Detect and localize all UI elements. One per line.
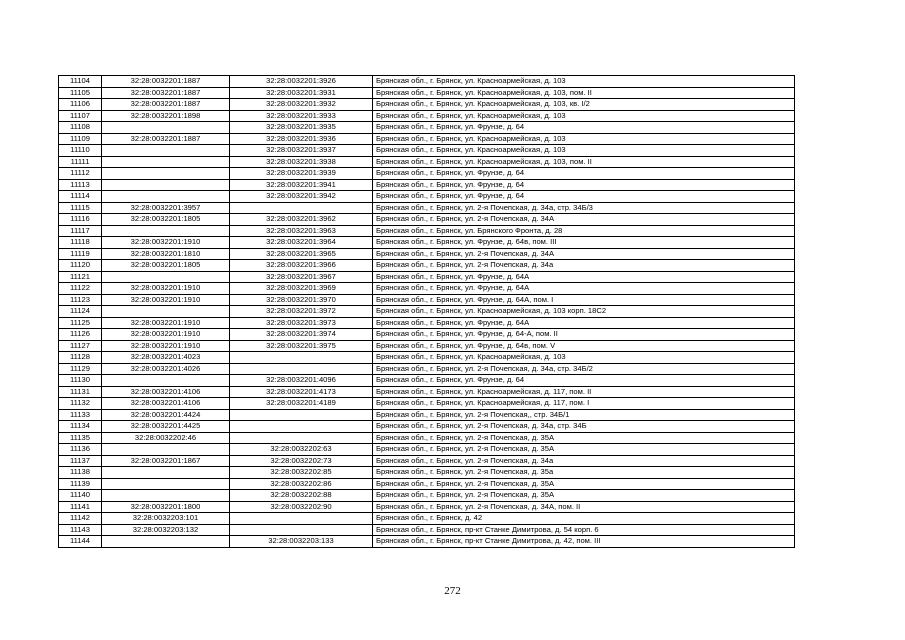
address-cell: Брянская обл., г. Брянск, ул. Фрунзе, д. 64А, пом. I [373, 294, 795, 306]
parent-cadastral-number-cell [102, 156, 230, 168]
table-row [59, 340, 795, 352]
cadastral-number-cell [230, 421, 373, 433]
row-number-cell: 11144 [59, 536, 102, 548]
cadastral-number-cell [230, 202, 373, 214]
cadastral-number-cell: 32:28:0032201:3937 [230, 145, 373, 157]
address-cell: Брянская обл., г. Брянск, ул. Фрунзе, д. 64в, пом. V [373, 340, 795, 352]
row-number-cell: 11121 [59, 271, 102, 283]
address-cell: Брянская обл., г. Брянск, ул. Красноармейская, д. 103, пом. II [373, 87, 795, 99]
row-number-cell: 11109 [59, 133, 102, 145]
table-row [59, 99, 795, 111]
cadastral-number-cell: 32:28:0032202:73 [230, 455, 373, 467]
row-number-cell: 11122 [59, 283, 102, 295]
table-row [59, 271, 795, 283]
table-row [59, 352, 795, 364]
row-number-cell: 11104 [59, 76, 102, 88]
row-number-cell: 11135 [59, 432, 102, 444]
parent-cadastral-number-cell [102, 478, 230, 490]
cadastral-number-cell: 32:28:0032201:3973 [230, 317, 373, 329]
address-cell: Брянская обл., г. Брянск, ул. Фрунзе, д. 64А [373, 283, 795, 295]
row-number-cell: 11139 [59, 478, 102, 490]
row-number-cell: 11140 [59, 490, 102, 502]
row-number-cell: 11124 [59, 306, 102, 318]
address-cell: Брянская обл., г. Брянск, ул. Фрунзе, д. 64 [373, 122, 795, 134]
address-cell: Брянская обл., г. Брянск, ул. 2-я Почепская, д. 34а [373, 260, 795, 272]
cadastral-number-cell: 32:28:0032201:3942 [230, 191, 373, 203]
parent-cadastral-number-cell [102, 444, 230, 456]
address-cell: Брянская обл., г. Брянск, ул. Фрунзе, д. 64-А, пом. II [373, 329, 795, 341]
table-row [59, 306, 795, 318]
address-cell: Брянская обл., г. Брянск, ул. Фрунзе, д. 64 [373, 191, 795, 203]
table-row [59, 168, 795, 180]
row-number-cell: 11128 [59, 352, 102, 364]
row-number-cell: 11108 [59, 122, 102, 134]
table-row [59, 248, 795, 260]
row-number-cell: 11125 [59, 317, 102, 329]
parent-cadastral-number-cell: 32:28:0032201:1898 [102, 110, 230, 122]
cadastral-number-cell: 32:28:0032201:3975 [230, 340, 373, 352]
address-cell: Брянская обл., г. Брянск, ул. 2-я Почепская, д. 34а [373, 455, 795, 467]
row-number-cell: 11107 [59, 110, 102, 122]
address-cell: Брянская обл., г. Брянск, ул. Красноармейская, д. 117, пом. II [373, 386, 795, 398]
table-row [59, 214, 795, 226]
row-number-cell: 11111 [59, 156, 102, 168]
address-cell: Брянская обл., г. Брянск, ул. Красноармейская, д. 103 корп. 18С2 [373, 306, 795, 318]
table-row [59, 191, 795, 203]
page-number: 272 [444, 585, 461, 597]
table-row [59, 237, 795, 249]
table-row [59, 536, 795, 548]
parent-cadastral-number-cell: 32:28:0032201:1910 [102, 329, 230, 341]
address-cell: Брянская обл., г. Брянск, ул. 2-я Почепская, д. 35А [373, 432, 795, 444]
address-cell: Брянская обл., г. Брянск, пр-кт Станке Димитрова, д. 42, пом. III [373, 536, 795, 548]
row-number-cell: 11117 [59, 225, 102, 237]
row-number-cell: 11134 [59, 421, 102, 433]
table-row [59, 409, 795, 421]
cadastral-number-cell: 32:28:0032202:88 [230, 490, 373, 502]
cadastral-number-cell: 32:28:0032201:3939 [230, 168, 373, 180]
cadastral-number-cell: 32:28:0032201:3926 [230, 76, 373, 88]
address-cell: Брянская обл., г. Брянск, ул. 2-я Почепская, д. 34а, стр. 34Б/2 [373, 363, 795, 375]
address-cell: Брянская обл., г. Брянск, пр-кт Станке Димитрова, д. 54 корп. 6 [373, 524, 795, 536]
table-row [59, 490, 795, 502]
table-row [59, 260, 795, 272]
table-row [59, 294, 795, 306]
address-cell: Брянская обл., г. Брянск, ул. Фрунзе, д. 64 [373, 179, 795, 191]
cadastral-number-cell: 32:28:0032202:90 [230, 501, 373, 513]
table-row [59, 363, 795, 375]
table-row [59, 421, 795, 433]
table-row [59, 478, 795, 490]
cadastral-number-cell: 32:28:0032201:3941 [230, 179, 373, 191]
cadastral-number-cell: 32:28:0032201:3931 [230, 87, 373, 99]
cadastral-table-body [59, 76, 795, 548]
parent-cadastral-number-cell: 32:28:0032201:4106 [102, 386, 230, 398]
row-number-cell: 11112 [59, 168, 102, 180]
table-row [59, 156, 795, 168]
row-number-cell: 11126 [59, 329, 102, 341]
parent-cadastral-number-cell: 32:28:0032203:101 [102, 513, 230, 525]
parent-cadastral-number-cell: 32:28:0032201:1910 [102, 340, 230, 352]
table-row [59, 467, 795, 479]
table-row [59, 202, 795, 214]
cadastral-number-cell: 32:28:0032201:4096 [230, 375, 373, 387]
parent-cadastral-number-cell [102, 191, 230, 203]
address-cell: Брянская обл., г. Брянск, ул. 2-я Почепская, д. 34А [373, 214, 795, 226]
address-cell: Брянская обл., г. Брянск, ул. Красноармейская, д. 103 [373, 133, 795, 145]
table-row [59, 513, 795, 525]
row-number-cell: 11113 [59, 179, 102, 191]
row-number-cell: 11131 [59, 386, 102, 398]
parent-cadastral-number-cell [102, 467, 230, 479]
table-row [59, 501, 795, 513]
row-number-cell: 11106 [59, 99, 102, 111]
row-number-cell: 11115 [59, 202, 102, 214]
address-cell: Брянская обл., г. Брянск, ул. Красноармейская, д. 117, пом. I [373, 398, 795, 410]
parent-cadastral-number-cell: 32:28:0032201:4424 [102, 409, 230, 421]
address-cell: Брянская обл., г. Брянск, ул. 2-я Почепская, д. 34А, пом. II [373, 501, 795, 513]
address-cell: Брянская обл., г. Брянск, ул. 2-я Почепская, д. 34а, стр. 34Б/3 [373, 202, 795, 214]
parent-cadastral-number-cell [102, 168, 230, 180]
cadastral-number-cell: 32:28:0032201:3936 [230, 133, 373, 145]
cadastral-number-cell: 32:28:0032201:3967 [230, 271, 373, 283]
address-cell: Брянская обл., г. Брянск, ул. Фрунзе, д. 64в, пом. III [373, 237, 795, 249]
parent-cadastral-number-cell [102, 306, 230, 318]
table-row [59, 444, 795, 456]
row-number-cell: 11136 [59, 444, 102, 456]
table-row [59, 375, 795, 387]
cadastral-number-cell [230, 432, 373, 444]
cadastral-number-cell: 32:28:0032201:4173 [230, 386, 373, 398]
row-number-cell: 11133 [59, 409, 102, 421]
address-cell: Брянская обл., г. Брянск, ул. 2-я Почепская, д. 35а [373, 467, 795, 479]
parent-cadastral-number-cell [102, 375, 230, 387]
address-cell: Брянская обл., г. Брянск, ул. Фрунзе, д. 64 [373, 375, 795, 387]
table-row [59, 398, 795, 410]
row-number-cell: 11123 [59, 294, 102, 306]
address-cell: Брянская обл., г. Брянск, ул. Красноармейская, д. 103 [373, 145, 795, 157]
cadastral-number-cell: 32:28:0032202:63 [230, 444, 373, 456]
address-cell: Брянская обл., г. Брянск, ул. 2-я Почепская,, стр. 34Б/1 [373, 409, 795, 421]
address-cell: Брянская обл., г. Брянск, ул. Красноармейская, д. 103, пом. II [373, 156, 795, 168]
row-number-cell: 11132 [59, 398, 102, 410]
address-cell: Брянская обл., г. Брянск, ул. 2-я Почепская, д. 34А [373, 248, 795, 260]
cadastral-number-cell [230, 524, 373, 536]
table-row [59, 122, 795, 134]
parent-cadastral-number-cell: 32:28:0032201:1810 [102, 248, 230, 260]
row-number-cell: 11114 [59, 191, 102, 203]
address-cell: Брянская обл., г. Брянск, ул. 2-я Почепская, д. 35А [373, 490, 795, 502]
row-number-cell: 11130 [59, 375, 102, 387]
cadastral-number-cell: 32:28:0032201:3974 [230, 329, 373, 341]
cadastral-number-cell [230, 352, 373, 364]
address-cell: Брянская обл., г. Брянск, ул. Красноармейская, д. 103, кв. I/2 [373, 99, 795, 111]
parent-cadastral-number-cell: 32:28:0032201:3957 [102, 202, 230, 214]
cadastral-number-cell: 32:28:0032201:3970 [230, 294, 373, 306]
cadastral-number-cell: 32:28:0032202:85 [230, 467, 373, 479]
parent-cadastral-number-cell: 32:28:0032201:1867 [102, 455, 230, 467]
row-number-cell: 11120 [59, 260, 102, 272]
cadastral-table [58, 75, 795, 548]
parent-cadastral-number-cell [102, 536, 230, 548]
cadastral-number-cell: 32:28:0032201:3972 [230, 306, 373, 318]
row-number-cell: 11143 [59, 524, 102, 536]
address-cell: Брянская обл., г. Брянск, ул. 2-я Почепская, д. 35А [373, 444, 795, 456]
parent-cadastral-number-cell: 32:28:0032201:1910 [102, 237, 230, 249]
address-cell: Брянская обл., г. Брянск, ул. Фрунзе, д. 64А [373, 317, 795, 329]
parent-cadastral-number-cell [102, 179, 230, 191]
cadastral-number-cell: 32:28:0032202:86 [230, 478, 373, 490]
cadastral-number-cell [230, 363, 373, 375]
table-row [59, 145, 795, 157]
parent-cadastral-number-cell [102, 271, 230, 283]
cadastral-number-cell: 32:28:0032201:3935 [230, 122, 373, 134]
parent-cadastral-number-cell: 32:28:0032201:1800 [102, 501, 230, 513]
parent-cadastral-number-cell: 32:28:0032201:1805 [102, 214, 230, 226]
row-number-cell: 11127 [59, 340, 102, 352]
table-row [59, 87, 795, 99]
row-number-cell: 11118 [59, 237, 102, 249]
row-number-cell: 11138 [59, 467, 102, 479]
row-number-cell: 11110 [59, 145, 102, 157]
table-row [59, 110, 795, 122]
cadastral-number-cell: 32:28:0032201:3969 [230, 283, 373, 295]
cadastral-number-cell: 32:28:0032201:3965 [230, 248, 373, 260]
cadastral-number-cell [230, 513, 373, 525]
parent-cadastral-number-cell: 32:28:0032201:1910 [102, 283, 230, 295]
parent-cadastral-number-cell: 32:28:0032201:4023 [102, 352, 230, 364]
cadastral-number-cell: 32:28:0032201:3964 [230, 237, 373, 249]
address-cell: Брянская обл., г. Брянск, ул. Брянского Фронта, д. 28 [373, 225, 795, 237]
parent-cadastral-number-cell: 32:28:0032201:1910 [102, 294, 230, 306]
row-number-cell: 11119 [59, 248, 102, 260]
cadastral-number-cell: 32:28:0032201:3938 [230, 156, 373, 168]
parent-cadastral-number-cell [102, 122, 230, 134]
parent-cadastral-number-cell: 32:28:0032201:1805 [102, 260, 230, 272]
parent-cadastral-number-cell: 32:28:0032201:4106 [102, 398, 230, 410]
row-number-cell: 11141 [59, 501, 102, 513]
parent-cadastral-number-cell: 32:28:0032201:4026 [102, 363, 230, 375]
address-cell: Брянская обл., г. Брянск, ул. Красноармейская, д. 103 [373, 76, 795, 88]
row-number-cell: 11116 [59, 214, 102, 226]
row-number-cell: 11137 [59, 455, 102, 467]
table-row [59, 317, 795, 329]
row-number-cell: 11105 [59, 87, 102, 99]
table-row [59, 225, 795, 237]
address-cell: Брянская обл., г. Брянск, ул. Фрунзе, д. 64А [373, 271, 795, 283]
row-number-cell: 11142 [59, 513, 102, 525]
parent-cadastral-number-cell [102, 145, 230, 157]
cadastral-number-cell: 32:28:0032203:133 [230, 536, 373, 548]
parent-cadastral-number-cell [102, 225, 230, 237]
parent-cadastral-number-cell: 32:28:0032201:1887 [102, 87, 230, 99]
table-row [59, 283, 795, 295]
cadastral-number-cell: 32:28:0032201:3933 [230, 110, 373, 122]
cadastral-number-cell: 32:28:0032201:3963 [230, 225, 373, 237]
parent-cadastral-number-cell: 32:28:0032202:46 [102, 432, 230, 444]
table-row [59, 386, 795, 398]
table-row [59, 455, 795, 467]
parent-cadastral-number-cell: 32:28:0032203:132 [102, 524, 230, 536]
parent-cadastral-number-cell: 32:28:0032201:1887 [102, 76, 230, 88]
row-number-cell: 11129 [59, 363, 102, 375]
address-cell: Брянская обл., г. Брянск, ул. 2-я Почепская, д. 34а, стр. 34Б [373, 421, 795, 433]
parent-cadastral-number-cell: 32:28:0032201:1887 [102, 133, 230, 145]
table-row [59, 133, 795, 145]
table-row [59, 329, 795, 341]
address-cell: Брянская обл., г. Брянск, ул. 2-я Почепская, д. 35А [373, 478, 795, 490]
table-row [59, 179, 795, 191]
table-row [59, 76, 795, 88]
cadastral-number-cell [230, 409, 373, 421]
address-cell: Брянская обл., г. Брянск, д. 42 [373, 513, 795, 525]
address-cell: Брянская обл., г. Брянск, ул. Красноармейская, д. 103 [373, 352, 795, 364]
address-cell: Брянская обл., г. Брянск, ул. Красноармейская, д. 103 [373, 110, 795, 122]
cadastral-number-cell: 32:28:0032201:3932 [230, 99, 373, 111]
cadastral-number-cell: 32:28:0032201:4189 [230, 398, 373, 410]
parent-cadastral-number-cell: 32:28:0032201:1910 [102, 317, 230, 329]
parent-cadastral-number-cell: 32:28:0032201:1887 [102, 99, 230, 111]
parent-cadastral-number-cell [102, 490, 230, 502]
table-row [59, 432, 795, 444]
cadastral-number-cell: 32:28:0032201:3962 [230, 214, 373, 226]
address-cell: Брянская обл., г. Брянск, ул. Фрунзе, д. 64 [373, 168, 795, 180]
cadastral-number-cell: 32:28:0032201:3966 [230, 260, 373, 272]
table-row [59, 524, 795, 536]
parent-cadastral-number-cell: 32:28:0032201:4425 [102, 421, 230, 433]
